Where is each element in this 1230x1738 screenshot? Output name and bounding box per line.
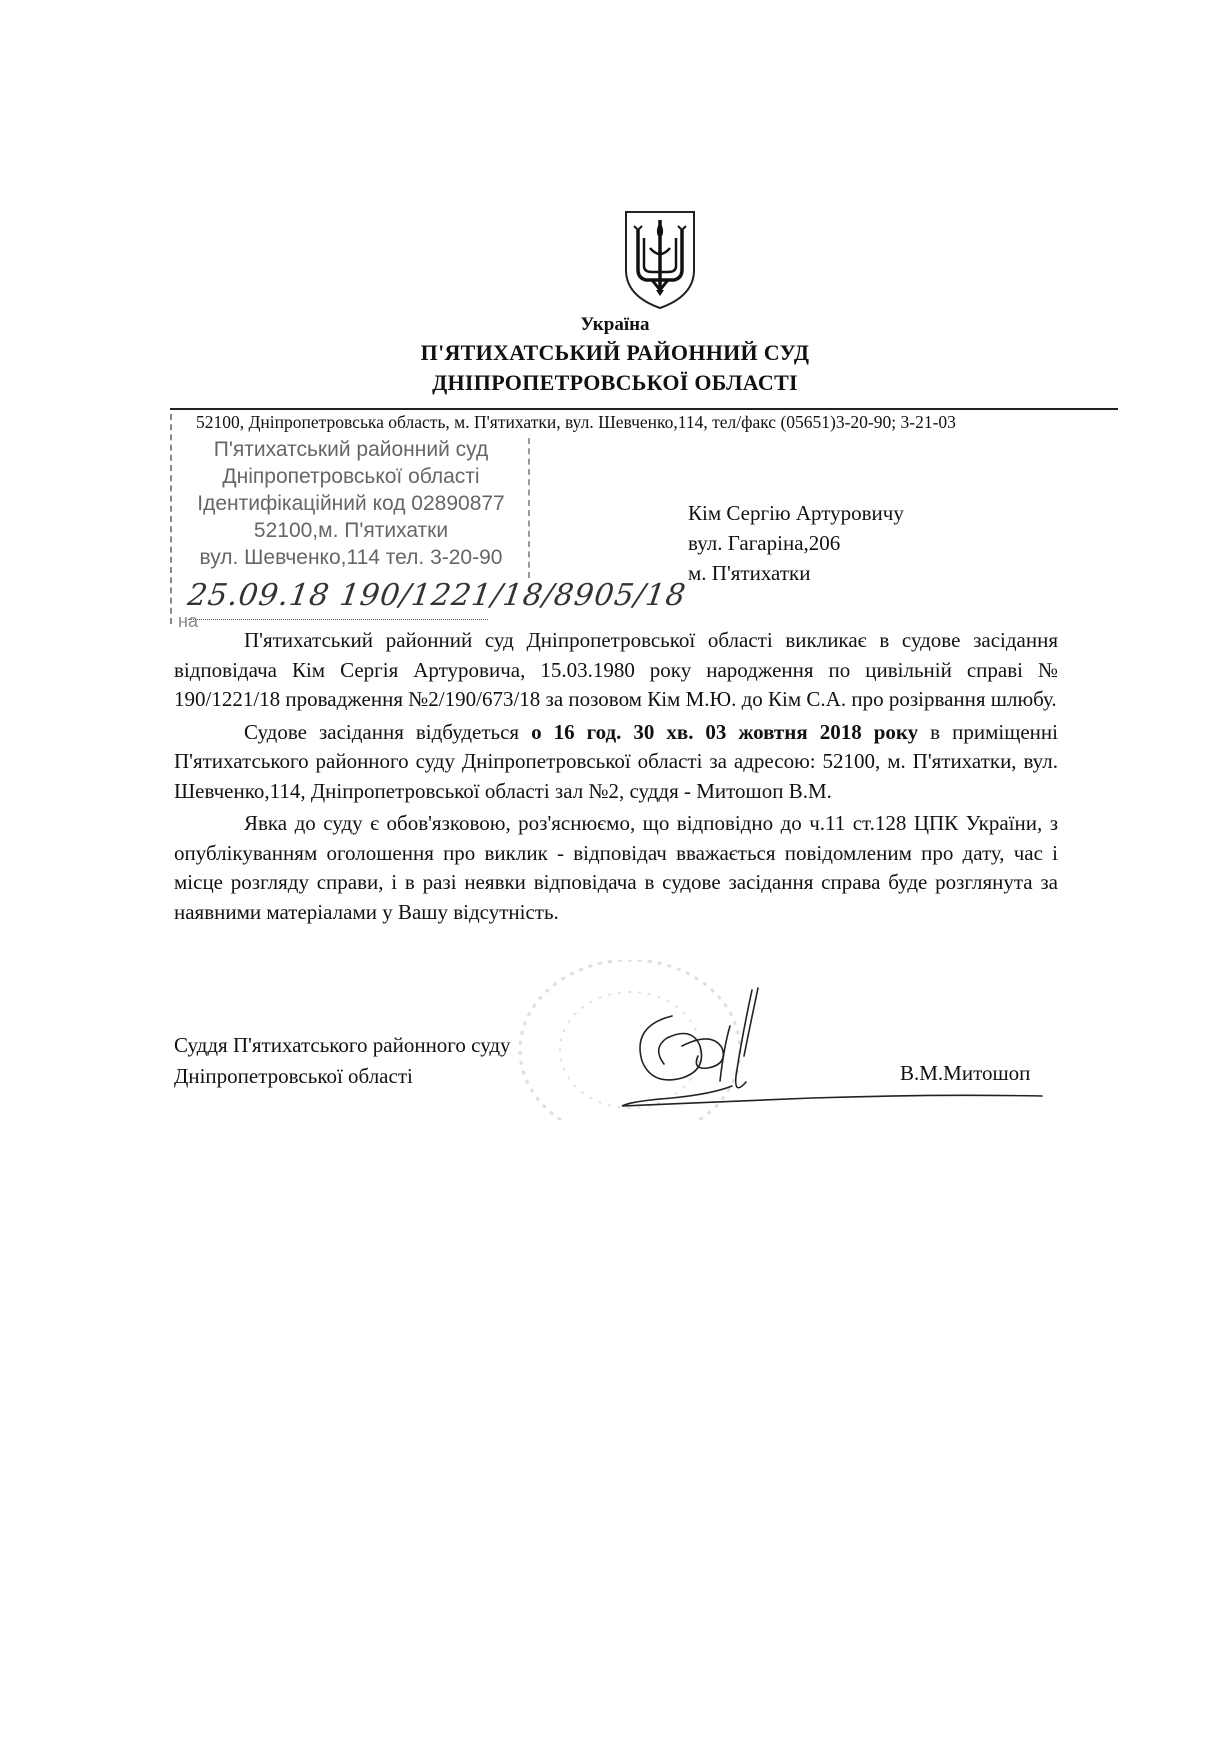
header-court-name: П'ЯТИХАТСЬКИЙ РАЙОННИЙ СУД	[420, 340, 810, 365]
header-region: ДНІПРОПЕТРОВСЬКОЇ ОБЛАСТІ	[432, 370, 798, 395]
hearing-intro: Судове засідання відбудеться	[244, 719, 532, 744]
header-country: Україна	[580, 314, 650, 335]
stamp-line-region: Дніпропетровської області	[222, 465, 480, 488]
stamp-handwritten-registration: 25.09.18 190/1221/18/8905/18	[185, 578, 689, 613]
header-divider	[170, 408, 1118, 410]
recipient-city: м. П'ятихатки	[688, 561, 811, 585]
stamp-line-city: 52100,м. П'ятихатки	[253, 519, 449, 542]
stamp-line-street: вул. Шевченко,114 тел. 3-20-90	[199, 546, 503, 569]
recipient-street: вул. Гагаріна,206	[688, 531, 841, 555]
summons-body	[174, 626, 1058, 930]
judge-name: В.М.Митошоп	[900, 1061, 1031, 1085]
stamp-line-code: Ідентифікаційний код 02890877	[197, 492, 505, 515]
stamp-underline	[188, 619, 488, 620]
judge-title-line-1: Суддя П'ятихатського районного суду	[174, 1033, 511, 1057]
hearing-location: в приміщенні П'ятихатського районного суду Дніпропетровської області за адресою: 52100, м. П'ятихатки, вул. Шевченко,114, Дніпропетровської області зал №2, суддя - Митошоп В.М.	[174, 719, 1058, 803]
body-paragraph-3: Явка до суду є обов'язковою, роз'яснюємо, що відповідно до ч.11 ст.128 ЦПК України, з опублікуванням оголошення про виклик - відповідач вважається повідомленим про дату, час і місце розгляду справи, і в разі неявки відповідача в судове засідання справа буде розглянута за наявними матеріалами у Вашу відсутність.	[174, 811, 1058, 924]
stamp-line-court: П'ятихатський районний суд	[213, 438, 489, 461]
hearing-datetime: о 16 год. 30 хв. 03 жовтня 2018 року	[531, 719, 919, 744]
stamp-border-right	[528, 438, 530, 578]
body-paragraph-1: П'ятихатський районний суд Дніпропетровської області викликає в судове засідання відповідача Кім Сергія Артуровича, 15.03.1980 року народження по цивільній справі № 190/1221/18 провадження №2/190/673/18 за позовом Кім М.Ю. до Кім С.А. про розірвання шлюбу.	[174, 628, 1058, 711]
recipient-block	[688, 498, 904, 588]
trident-coat-of-arms-icon	[622, 208, 698, 310]
handwritten-signature-icon	[612, 986, 1052, 1116]
registration-stamp	[176, 436, 689, 632]
recipient-name: Кім Сергію Артуровичу	[688, 501, 904, 525]
body-paragraph-2	[174, 718, 1058, 807]
judge-title	[174, 1030, 511, 1092]
stamp-border-left	[170, 414, 172, 624]
court-address-line: 52100, Дніпропетровська область, м. П'ятихатки, вул. Шевченко,114, тел/факс (05651)3-20-90; 3-21-03	[196, 412, 956, 432]
stamp-line-na: на	[178, 611, 198, 631]
judge-title-line-2: Дніпропетровської області	[174, 1064, 413, 1088]
